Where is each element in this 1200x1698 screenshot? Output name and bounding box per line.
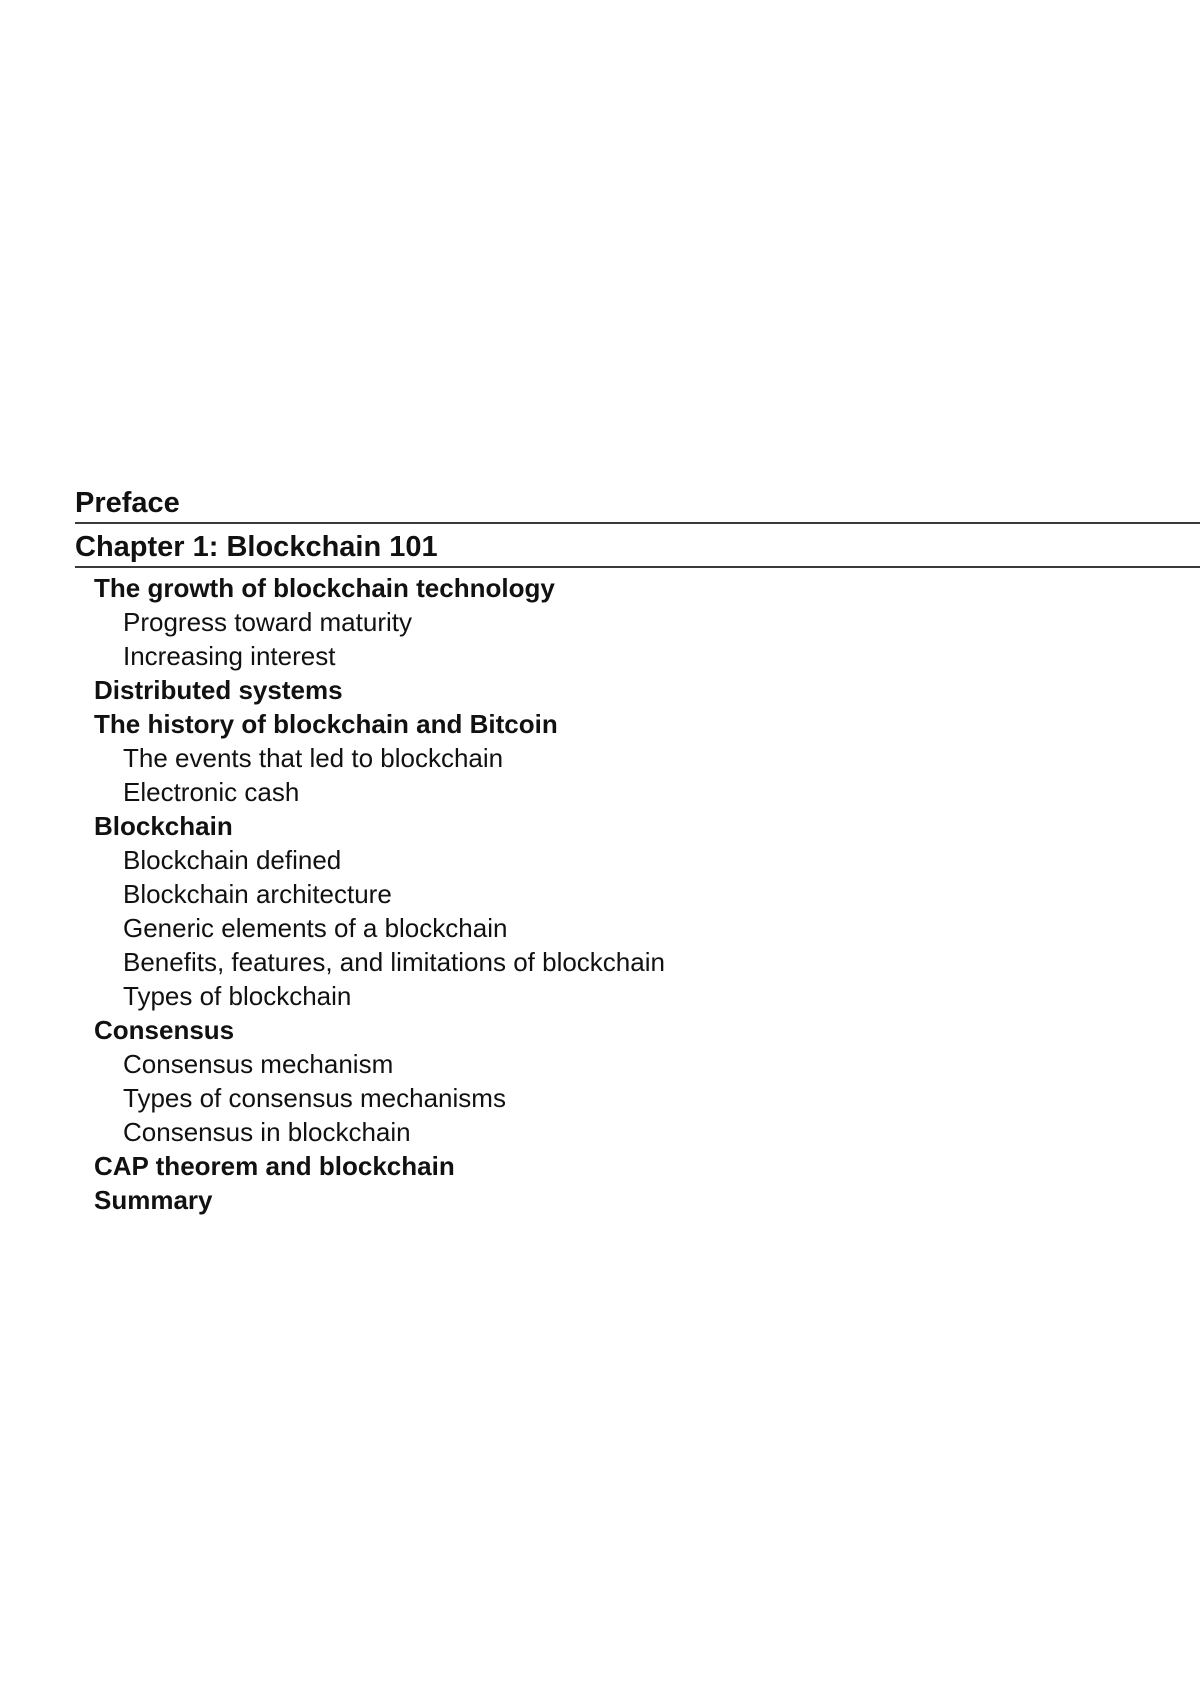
- toc-section-entry[interactable]: Summary: [94, 1185, 213, 1215]
- toc-section-entry[interactable]: The history of blockchain and Bitcoin: [94, 709, 558, 739]
- toc-subsection-entry[interactable]: The events that led to blockchain: [123, 743, 504, 773]
- toc-section-entry[interactable]: The growth of blockchain technology: [94, 573, 555, 603]
- toc-entry-preface[interactable]: Preface: [75, 484, 1200, 524]
- toc-section-entry[interactable]: Consensus: [94, 1015, 235, 1045]
- toc-subsection-entry[interactable]: Consensus mechanism: [123, 1049, 394, 1079]
- toc-section-list: [75, 571, 1200, 1217]
- toc-subsection-entry[interactable]: Types of consensus mechanisms: [123, 1083, 506, 1113]
- toc-subsection-entry[interactable]: Benefits, features, and limitations of blockchain: [123, 947, 665, 977]
- toc-subsection-entry[interactable]: Blockchain architecture: [123, 879, 392, 909]
- toc-section-entry[interactable]: CAP theorem and blockchain: [94, 1151, 455, 1181]
- toc-subsection-entry[interactable]: Consensus in blockchain: [123, 1117, 411, 1147]
- toc-subsection-entry[interactable]: Progress toward maturity: [123, 607, 412, 637]
- table-of-contents: [75, 484, 1200, 1217]
- toc-subsection-entry[interactable]: Blockchain defined: [123, 845, 342, 875]
- toc-section-entry[interactable]: Distributed systems: [94, 675, 343, 705]
- toc-section-entry[interactable]: Blockchain: [94, 811, 233, 841]
- toc-subsection-entry[interactable]: Generic elements of a blockchain: [123, 913, 508, 943]
- toc-subsection-entry[interactable]: Types of blockchain: [123, 981, 352, 1011]
- toc-subsection-entry[interactable]: Electronic cash: [123, 777, 300, 807]
- toc-subsection-entry[interactable]: Increasing interest: [123, 641, 336, 671]
- toc-entry-chapter-title[interactable]: Chapter 1: Blockchain 101: [75, 528, 1200, 568]
